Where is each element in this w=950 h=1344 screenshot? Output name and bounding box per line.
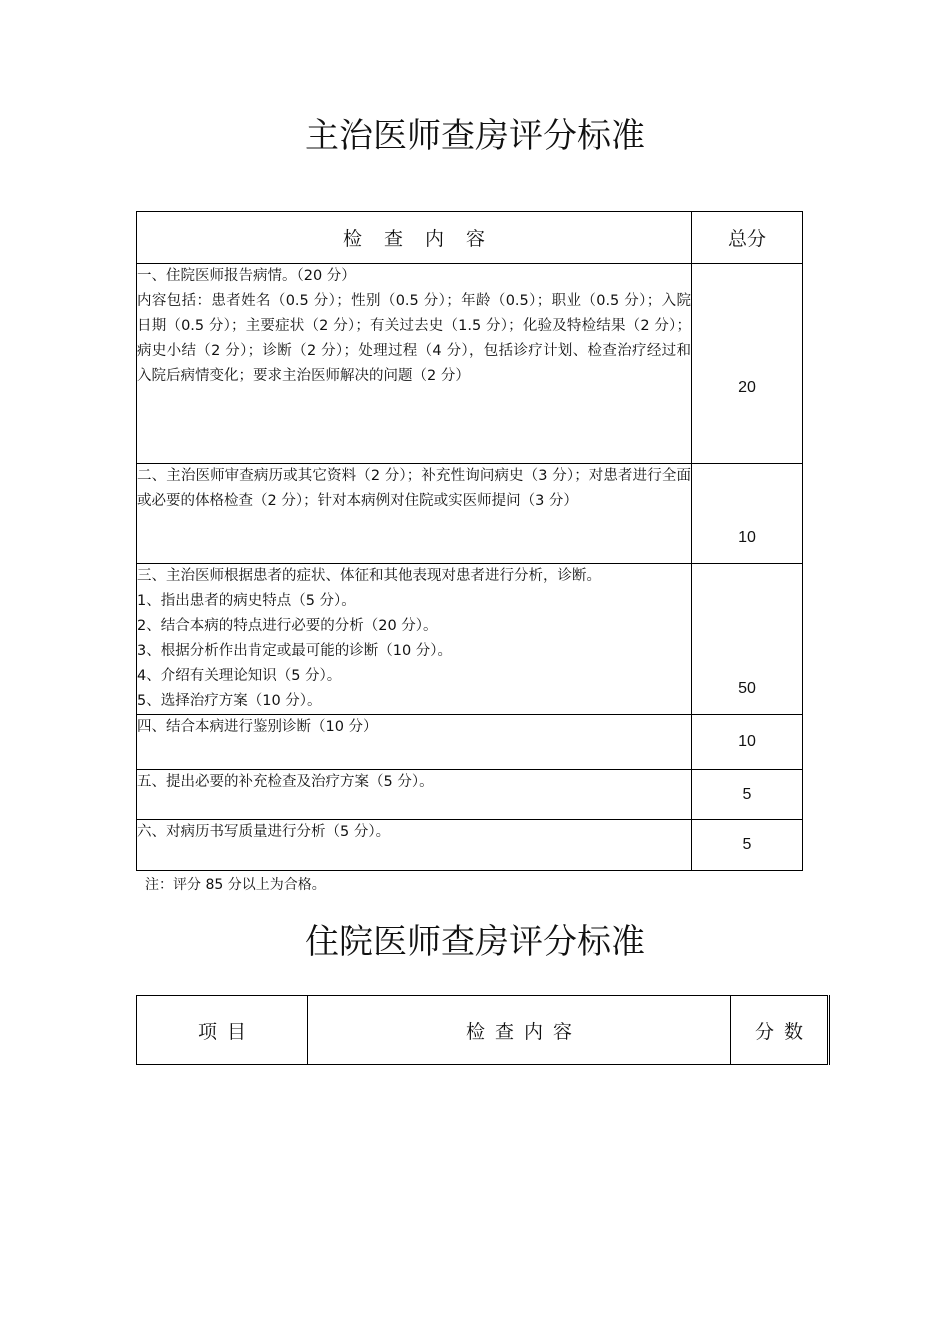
table-row	[137, 464, 803, 564]
table-row	[137, 264, 803, 464]
row-line: 六、对病历书写质量进行分析（5 分）。	[137, 824, 391, 840]
row-score: 50	[692, 564, 803, 715]
row-line: 1、指出患者的病史特点（5 分）。	[137, 593, 356, 609]
row-line: 内容包括：患者姓名（0.5 分）；性别（0.5 分）；年龄（0.5）；职业（0.5 分）；入院日期（0.5 分）；主要症状（2 分）；有关过去史（1.5 分）；化验及特检结果（2 分）；病史小结（2 分）；诊断（2 分）；处理过程（4 分），包括诊疗计划、检查治疗经过和入院后病情变化；要求主治医师解决的问题（2 分）	[137, 293, 691, 384]
row-content	[137, 264, 692, 464]
row-score: 5	[692, 770, 803, 820]
row-line: 三、主治医师根据患者的症状、体征和其他表现对患者进行分析，诊断。	[137, 568, 601, 584]
header-content-cell	[308, 996, 731, 1065]
row-score: 10	[692, 715, 803, 770]
row-content	[137, 820, 692, 871]
row-content	[137, 464, 692, 564]
row-score: 5	[692, 820, 803, 871]
row-line: 4、介绍有关理论知识（5 分）。	[137, 668, 342, 684]
pass-note: 注：评分 85 分以上为合格。	[145, 877, 326, 893]
page-title-attending: 主治医师查房评分标准	[305, 116, 645, 156]
resident-score-table	[136, 995, 830, 1065]
table-header-row	[137, 212, 803, 264]
row-score: 10	[692, 464, 803, 564]
table-header-row	[137, 996, 829, 1065]
row-content	[137, 564, 692, 715]
row-score: 20	[692, 264, 803, 464]
row-content	[137, 770, 692, 820]
table-row	[137, 564, 803, 715]
header-score-label: 分数	[754, 1020, 813, 1043]
header-content-cell	[137, 212, 692, 264]
row-line: 二、主治医师审查病历或其它资料（2 分）；补充性询问病史（3 分）；对患者进行全面或必要的体格检查（2 分）；针对本病例对住院或实医师提问（3 分）	[137, 468, 691, 509]
header-score-cell: 总分	[692, 212, 803, 264]
table-row	[137, 820, 803, 871]
table-row	[137, 770, 803, 820]
attending-score-table	[136, 211, 803, 871]
row-line: 四、结合本病进行鉴别诊断（10 分）	[137, 719, 378, 735]
row-line: 2、结合本病的特点进行必要的分析（20 分）。	[137, 618, 438, 634]
row-line: 3、根据分析作出肯定或最可能的诊断（10 分）。	[137, 643, 453, 659]
table-row	[137, 715, 803, 770]
header-item-cell	[137, 996, 308, 1065]
header-score-cell	[731, 996, 829, 1065]
row-line: 5、选择治疗方案（10 分）。	[137, 693, 322, 709]
page-title-resident: 住院医师查房评分标准	[305, 922, 645, 962]
header-item-label: 项目	[197, 1020, 256, 1043]
header-content-label: 检查内容	[342, 228, 507, 250]
header-content-label: 检查内容	[465, 1020, 582, 1043]
row-content	[137, 715, 692, 770]
row-line: 五、提出必要的补充检查及治疗方案（5 分）。	[137, 774, 434, 790]
row-line: 一、住院医师报告病情。（20 分）	[137, 268, 356, 284]
